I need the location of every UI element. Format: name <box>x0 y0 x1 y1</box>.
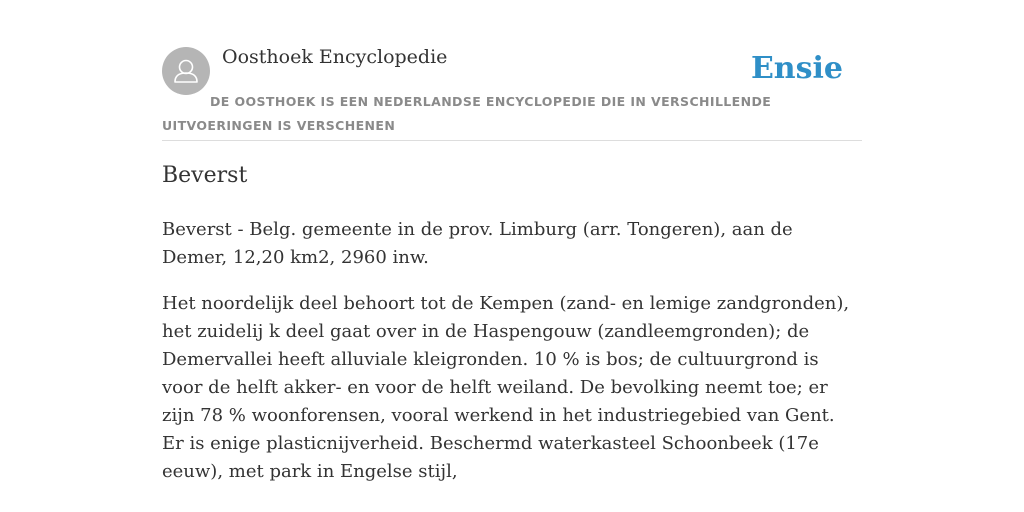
entry-paragraph: Het noordelijk deel behoort tot de Kempen (zand- en lemige zandgronden), het zuidelij k deel gaat over in de Haspengouw (zandleemgronden); de Demervallei heeft alluviale kleigronden. 10 % is bos; de cultuurgrond is voor de helft akker- en voor de helft weiland. De bevolking neemt toe; er zijn 78 % woonforensen, vooral werkend in het industriegebied van Gent. Er is enige plasticnijverheid. Beschermd waterkasteel Schoonbeek (17e eeuw), met park in Engelse stijl, <box>162 293 850 482</box>
header <box>162 40 862 141</box>
person-outline-icon <box>162 47 210 95</box>
entry-paragraph: Beverst - Belg. gemeente in de prov. Limburg (arr. Tongeren), aan de Demer, 12,20 km2, 2960 inw. <box>162 219 793 268</box>
user-avatar-icon[interactable] <box>162 47 210 95</box>
site-tagline: DE OOSTHOEK IS EEN NEDERLANDSE ENCYCLOPEDIE DIE IN VERSCHILLENDE UITVOERINGEN IS VERSCHENEN <box>162 94 772 133</box>
site-title[interactable]: Oosthoek Encyclopedie <box>222 46 448 68</box>
entry-body <box>162 216 862 504</box>
entry-title: Beverst <box>162 163 248 188</box>
brand-logo[interactable]: Ensie <box>750 51 843 86</box>
